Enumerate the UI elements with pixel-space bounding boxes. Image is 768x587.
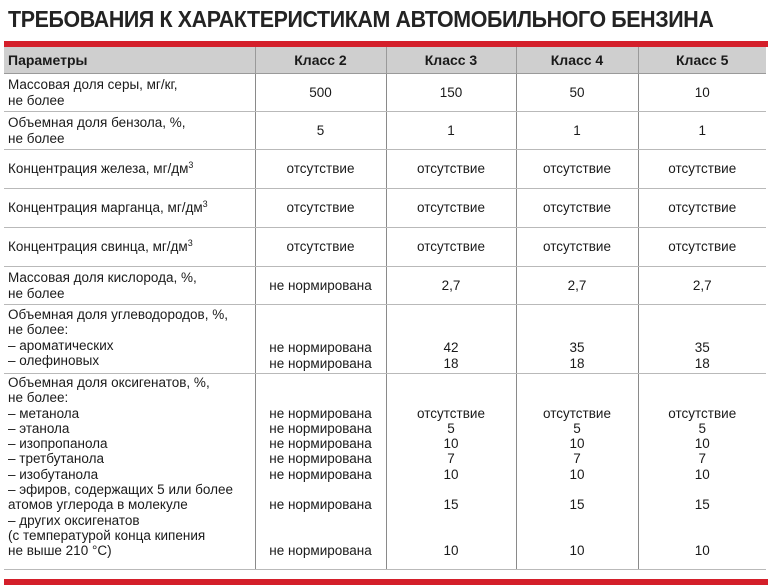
cell-value: отсутствие (386, 150, 516, 189)
cell-value: 2,7 (386, 267, 516, 305)
cell-value: 35 18 (516, 305, 638, 374)
cell-value: отсутствие (516, 228, 638, 267)
row-param-iron: Концентрация железа, $мг/дм^3$ (4, 150, 255, 189)
cell-value: 35 18 (638, 305, 766, 374)
row-param-lead: Концентрация свинца, $мг/дм^3$ (4, 228, 255, 267)
table-row (4, 189, 766, 228)
row-param-sulfur: Массовая доля серы, мг/кг, не более (4, 74, 255, 112)
cell-value: отсутствие 5 10 7 10 15 10 (638, 374, 766, 570)
cell-value: 1 (638, 112, 766, 150)
cell-value: не нормирована не нормирована не нормирована не нормирована не нормирована не нормирована не нормирована (255, 374, 386, 570)
cell-value: 2,7 (516, 267, 638, 305)
table-row (4, 74, 766, 112)
table-row (4, 267, 766, 305)
cell-value: отсутствие (638, 228, 766, 267)
row-param-oxygen: Массовая доля кислорода, %, не более (4, 267, 255, 305)
header-class-5: Класс 5 (638, 47, 766, 74)
cell-value: отсутствие (386, 189, 516, 228)
cell-value: 10 (638, 74, 766, 112)
page-title: ТРЕБОВАНИЯ К ХАРАКТЕРИСТИКАМ АВТОМОБИЛЬНОГО БЕНЗИНА (8, 6, 714, 32)
cell-value: отсутствие 5 10 7 10 15 10 (386, 374, 516, 570)
table-row (4, 112, 766, 150)
cell-value: отсутствие (255, 228, 386, 267)
row-param-manganese: Концентрация марганца, $мг/дм^3$ (4, 189, 255, 228)
table-row (4, 374, 766, 570)
cell-value: отсутствие 5 10 7 10 15 10 (516, 374, 638, 570)
cell-value: 42 18 (386, 305, 516, 374)
cell-value: отсутствие (255, 189, 386, 228)
header-class-4: Класс 4 (516, 47, 638, 74)
header-parameters: Параметры (4, 47, 255, 74)
table-row (4, 150, 766, 189)
cell-value: отсутствие (386, 228, 516, 267)
requirements-table (4, 47, 766, 570)
cell-value: 2,7 (638, 267, 766, 305)
header-class-3: Класс 3 (386, 47, 516, 74)
table-row (4, 228, 766, 267)
cell-value: отсутствие (638, 189, 766, 228)
cell-value: 500 (255, 74, 386, 112)
cell-value: 5 (255, 112, 386, 150)
cell-value: не нормирована не нормирована (255, 305, 386, 374)
cell-value: 150 (386, 74, 516, 112)
table-header-row (4, 47, 766, 74)
cell-value: 1 (386, 112, 516, 150)
cell-value: отсутствие (255, 150, 386, 189)
row-param-hydrocarbons: Объемная доля углеводородов, %, не более: – ароматических – олефиновых (4, 305, 255, 374)
cell-value: отсутствие (638, 150, 766, 189)
row-param-oxygenates: Объемная доля оксигенатов, %, не более: – метанола – этанола – изопропанола – третбутанола – изобутанола – эфиров, содержащих 5 или более атомов углерода в молекуле – других оксигенатов (с температурой конца кипения не выше 210 °С) (4, 374, 255, 570)
cell-value: 1 (516, 112, 638, 150)
cell-value: не нормирована (255, 267, 386, 305)
row-param-benzene: Объемная доля бензола, %, не более (4, 112, 255, 150)
header-class-2: Класс 2 (255, 47, 386, 74)
bottom-accent-bar (4, 579, 768, 585)
cell-value: отсутствие (516, 189, 638, 228)
table-row (4, 305, 766, 374)
cell-value: 50 (516, 74, 638, 112)
cell-value: отсутствие (516, 150, 638, 189)
